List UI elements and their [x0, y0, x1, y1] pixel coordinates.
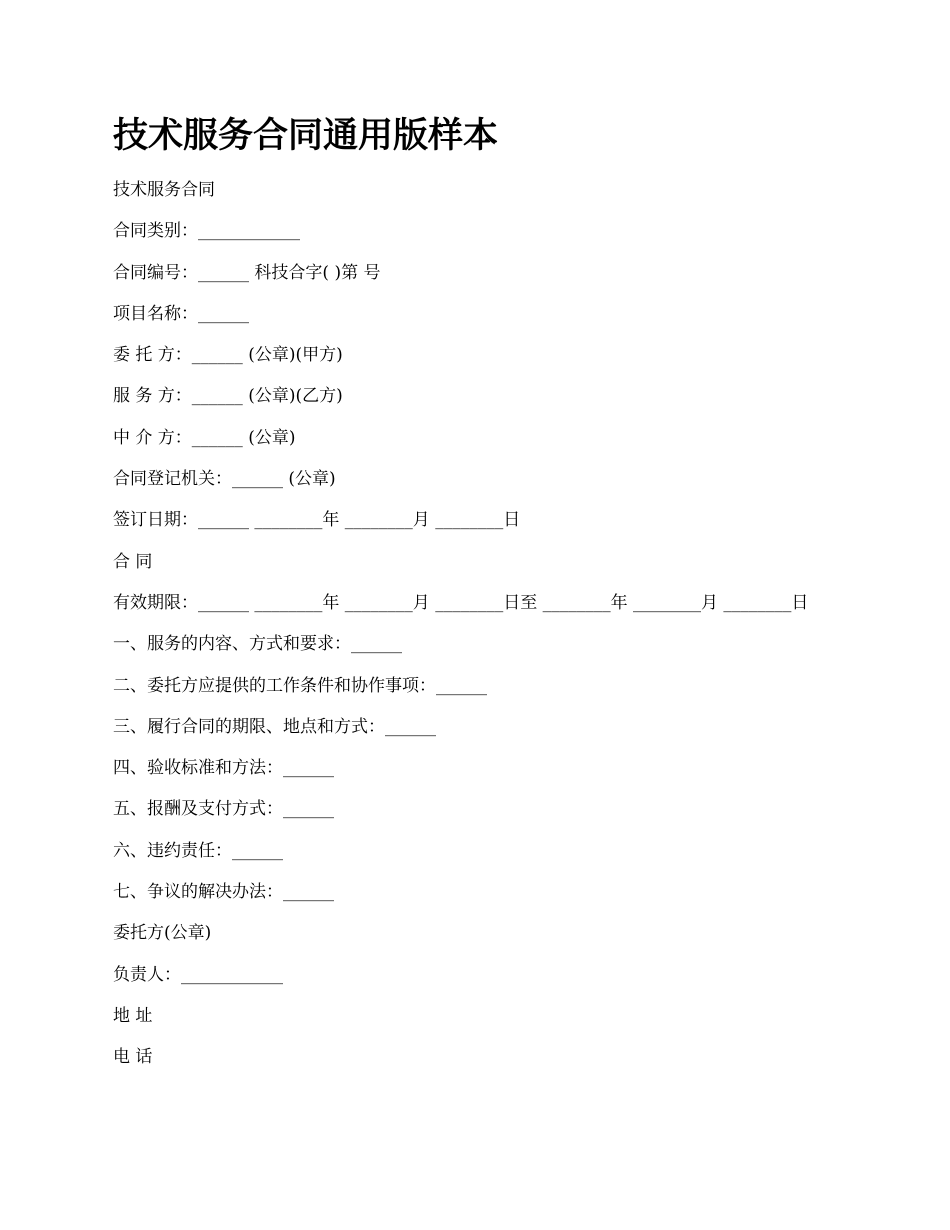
contract-category-line: 合同类别：____________: [113, 221, 300, 242]
document-body: [113, 178, 838, 1087]
contract-number-line: 合同编号：______ 科技合字( )第 号: [113, 262, 381, 283]
contract-section-label: 合 同: [113, 551, 153, 572]
clause-6: 六、违约责任：______: [113, 840, 283, 861]
document-title: 技术服务合同通用版样本: [113, 115, 499, 156]
contract-heading: 技术服务合同: [113, 180, 215, 200]
signing-date-line: 签订日期：______ ________年 ________月 ________日: [113, 510, 521, 531]
validity-period-line: 有效期限：______ ________年 ________月 ________日至 ________年 ________月 ________日: [113, 592, 809, 613]
intermediary-party-line: 中 介 方：______ (公章): [113, 427, 296, 448]
client-seal-line: 委托方(公章): [113, 923, 212, 944]
clause-5: 五、报酬及支付方式：______: [113, 799, 334, 820]
service-party-line: 服 务 方：______ (公章)(乙方): [113, 386, 343, 407]
clause-1: 一、服务的内容、方式和要求：______: [113, 634, 402, 655]
project-name-line: 项目名称：______: [113, 303, 249, 324]
clause-4: 四、验收标准和方法：______: [113, 758, 334, 779]
responsible-person-line: 负责人：____________: [113, 964, 283, 985]
address-line: 地 址: [113, 1005, 153, 1026]
registration-authority-line: 合同登记机关：______ (公章): [113, 469, 336, 490]
client-party-line: 委 托 方：______ (公章)(甲方): [113, 345, 343, 366]
phone-line: 电 话: [113, 1047, 153, 1068]
clause-3: 三、履行合同的期限、地点和方式：______: [113, 716, 436, 737]
clause-2: 二、委托方应提供的工作条件和协作事项：______: [113, 675, 487, 696]
clause-7: 七、争议的解决办法：______: [113, 882, 334, 903]
